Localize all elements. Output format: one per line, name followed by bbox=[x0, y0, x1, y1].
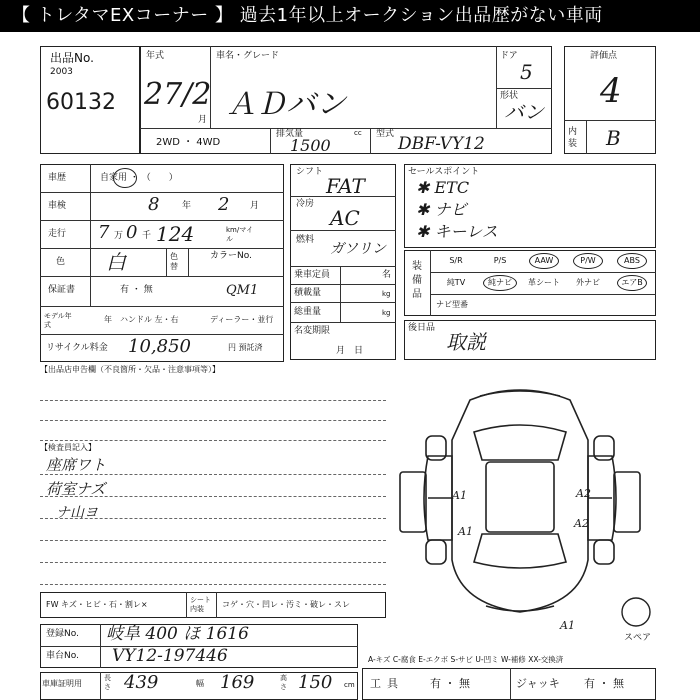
capacity-label: 乗車定員 bbox=[294, 270, 331, 280]
color-code-label: カラーNo. bbox=[210, 251, 252, 261]
damage-mark: A2 bbox=[574, 517, 589, 530]
seat-damage: コゲ・穴・凹レ・汚ミ・破レ・スレ bbox=[222, 600, 350, 609]
displacement-unit: cc bbox=[354, 129, 362, 137]
registration-label: 登録No. bbox=[46, 629, 79, 639]
color-change-label: 色替 bbox=[170, 252, 178, 271]
equip-ext-navi: 外ナビ bbox=[576, 278, 600, 287]
shape-value: バン bbox=[504, 100, 544, 124]
seat-label: シート内装 bbox=[190, 596, 211, 613]
inspection-label: 車検 bbox=[48, 201, 67, 211]
weight-unit: kg bbox=[382, 309, 391, 317]
model-label: 型式 bbox=[376, 129, 395, 139]
jack-value: 有 ・ 無 bbox=[584, 677, 624, 690]
star-icon: ✱ bbox=[416, 200, 435, 219]
sales-point-3: ✱ キーレス bbox=[416, 222, 498, 241]
color-value: 白 bbox=[106, 250, 126, 274]
equip-airbag: エアB bbox=[621, 278, 643, 287]
shift-label: シフト bbox=[296, 167, 324, 177]
spare-tire-icon bbox=[622, 598, 650, 626]
damage-mark: A1 bbox=[452, 489, 467, 502]
inspector-note-2: 荷室ナズ bbox=[46, 480, 106, 498]
score-value: 4 bbox=[600, 71, 622, 111]
equip-aaw: AAW bbox=[534, 256, 554, 265]
mileage-unit: km/マイル bbox=[226, 226, 254, 243]
equip-ps: P/S bbox=[493, 256, 507, 265]
height-value: 150 bbox=[298, 672, 333, 693]
doors-label: ドア bbox=[500, 51, 518, 61]
warranty-code: QM1 bbox=[226, 283, 259, 298]
ac-value: AC bbox=[330, 206, 360, 230]
name-label: 車名・グレード bbox=[216, 51, 280, 61]
fw-damage: FW キズ・ヒビ・石・割レ× bbox=[46, 600, 148, 609]
warranty-label: 保証書 bbox=[48, 285, 76, 295]
drive-label: 2WD ・ 4WD bbox=[156, 137, 221, 148]
mileage-man: 7 bbox=[98, 222, 110, 243]
inspection-month: 2 bbox=[218, 194, 230, 215]
inspection-year: 8 bbox=[148, 194, 160, 215]
shift-value: FAT bbox=[326, 174, 365, 198]
tools-label: 工具 bbox=[370, 677, 404, 690]
history-label: 車歴 bbox=[48, 173, 67, 183]
navi-model-label: ナビ型番 bbox=[436, 300, 468, 309]
shape-label: 形状 bbox=[500, 91, 519, 101]
sales-points-label: セールスポイント bbox=[408, 167, 480, 177]
handle-option: ハンドル 左・右 bbox=[120, 315, 179, 324]
year-month-unit: 月 bbox=[198, 115, 208, 125]
name-change-label: 名変期限 bbox=[294, 326, 331, 336]
tools-value: 有 ・ 無 bbox=[430, 677, 470, 690]
jack-label: ジャッキ bbox=[516, 677, 560, 690]
interior-label: 内装 bbox=[568, 127, 578, 149]
damage-legend: A-キズ C-腐食 E-エクボ S-サビ U-凹ミ W-補修 XX-交換済 bbox=[368, 655, 564, 664]
lot-sub: 2003 bbox=[50, 67, 73, 77]
mileage-sen: 0 bbox=[126, 222, 138, 243]
equip-tv: 純TV bbox=[446, 278, 466, 287]
fuel-value: ガソリン bbox=[330, 241, 386, 257]
seller-notes-label: 【出品店申告欄（不良箇所・欠品・注意事項等）】 bbox=[40, 365, 220, 374]
displacement-value: 1500 bbox=[290, 136, 331, 155]
certificate-label: 車庫証明用 bbox=[42, 679, 82, 688]
score-label: 評価点 bbox=[590, 51, 618, 61]
model-year-unit: 年 bbox=[104, 315, 112, 324]
load-unit: kg bbox=[382, 290, 391, 298]
length-label: 長さ bbox=[104, 674, 111, 691]
sales-point-1: ✱ ETC bbox=[416, 178, 470, 197]
lot-label: 出品No. bbox=[50, 51, 94, 65]
warranty-value: 有 ・ 無 bbox=[120, 285, 153, 295]
inspector-label: 【検査員記入】 bbox=[40, 443, 96, 452]
inspection-year-unit: 年 bbox=[182, 201, 192, 211]
name-change-unit: 月 日 bbox=[336, 346, 364, 356]
capacity-unit: 名 bbox=[382, 270, 392, 280]
damage-mark: A2 bbox=[576, 487, 591, 500]
banner: 【 トレタマEXコーナー 】 過去1年以上オークション出品歴がない車両 bbox=[0, 0, 700, 32]
height-label: 高さ bbox=[280, 674, 287, 691]
equip-navi: 純ナビ bbox=[488, 278, 512, 287]
history-value: 自家用 ・ （ ） bbox=[100, 173, 178, 183]
displacement-label: 排気量 bbox=[276, 129, 304, 139]
length-value: 439 bbox=[124, 672, 159, 693]
dealer-option: ディーラー・並行 bbox=[210, 315, 274, 324]
year-value: 27/2 bbox=[144, 77, 212, 112]
sales-point-2: ✱ ナビ bbox=[416, 200, 467, 219]
mileage-sen-unit: 千 bbox=[142, 231, 152, 241]
certificate-unit: cm bbox=[344, 681, 355, 689]
damage-mark: A1 bbox=[560, 619, 575, 632]
equip-abs: ABS bbox=[624, 256, 640, 265]
equip-sr: S/R bbox=[449, 256, 463, 265]
name-value: ＡＤバン bbox=[226, 87, 346, 122]
accessories-value: 取説 bbox=[446, 330, 486, 354]
lot-number: 60132 bbox=[46, 90, 116, 115]
equipment-label: 装備品 bbox=[412, 261, 422, 300]
registration-value: 岐阜 400 ほ 1616 bbox=[106, 624, 249, 644]
model-value: DBF-VY12 bbox=[398, 134, 485, 154]
interior-value: B bbox=[606, 126, 621, 150]
mileage-label: 走行 bbox=[48, 229, 67, 239]
model-year-label: モデル年式 bbox=[44, 312, 72, 329]
equip-leather: 革シート bbox=[528, 278, 560, 287]
col-divider bbox=[510, 668, 511, 700]
accessories-label: 後日品 bbox=[408, 323, 436, 333]
inspector-note-3: ナ山ヨ bbox=[56, 505, 98, 521]
width-value: 169 bbox=[220, 672, 255, 693]
chassis-value: VY12-197446 bbox=[112, 646, 228, 666]
spare-label: スペア bbox=[624, 633, 652, 643]
chassis-label: 車台No. bbox=[46, 651, 79, 661]
inspection-month-unit: 月 bbox=[250, 201, 260, 211]
inspector-note-1: 座席ワト bbox=[46, 456, 107, 474]
color-label: 色 bbox=[56, 257, 66, 267]
weight-label: 総重量 bbox=[294, 307, 322, 317]
star-icon: ✱ bbox=[416, 222, 435, 241]
fuel-label: 燃料 bbox=[296, 235, 315, 245]
load-label: 積載量 bbox=[294, 288, 322, 298]
recycle-label: リサイクル料金 bbox=[46, 343, 108, 353]
mileage-man-unit: 万 bbox=[114, 231, 124, 241]
star-icon: ✱ bbox=[416, 178, 435, 197]
doors-value: 5 bbox=[520, 60, 533, 84]
ac-label: 冷房 bbox=[296, 199, 315, 209]
year-label: 年式 bbox=[146, 51, 165, 61]
equip-pw: P/W bbox=[580, 256, 596, 265]
width-label: 幅 bbox=[196, 679, 204, 688]
recycle-value: 10,850 bbox=[128, 336, 191, 357]
damage-mark: A1 bbox=[458, 525, 473, 538]
mileage-rest: 124 bbox=[156, 222, 195, 246]
recycle-unit: 円 預託済 bbox=[228, 343, 263, 352]
